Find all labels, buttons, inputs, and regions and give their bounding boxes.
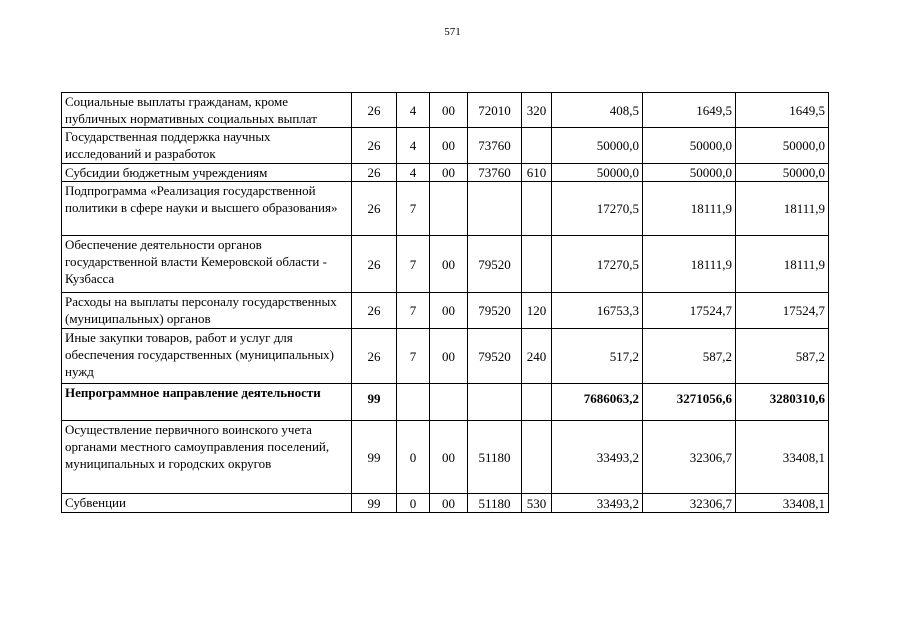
code-2: 7 bbox=[397, 236, 430, 293]
code-1: 26 bbox=[352, 128, 397, 164]
code-4 bbox=[468, 384, 522, 421]
value-1: 16753,3 bbox=[552, 293, 643, 329]
row-name: Подпрограмма «Реализация государственной политики в сфере науки и высшего образования» bbox=[62, 182, 352, 236]
code-1: 99 bbox=[352, 494, 397, 513]
code-4: 51180 bbox=[468, 494, 522, 513]
code-3 bbox=[430, 182, 468, 236]
code-5: 240 bbox=[522, 329, 552, 384]
table-row bbox=[62, 164, 829, 182]
code-1: 26 bbox=[352, 236, 397, 293]
code-3: 00 bbox=[430, 236, 468, 293]
code-5 bbox=[522, 384, 552, 421]
value-3: 17524,7 bbox=[736, 293, 829, 329]
code-5 bbox=[522, 421, 552, 494]
value-2: 32306,7 bbox=[643, 421, 736, 494]
code-4: 79520 bbox=[468, 293, 522, 329]
code-4: 79520 bbox=[468, 329, 522, 384]
code-2: 7 bbox=[397, 293, 430, 329]
value-3: 50000,0 bbox=[736, 128, 829, 164]
table-row bbox=[62, 182, 829, 236]
value-3: 50000,0 bbox=[736, 164, 829, 182]
code-2: 4 bbox=[397, 93, 430, 128]
code-1: 26 bbox=[352, 164, 397, 182]
code-3: 00 bbox=[430, 128, 468, 164]
value-2: 50000,0 bbox=[643, 128, 736, 164]
value-2: 18111,9 bbox=[643, 236, 736, 293]
value-2: 18111,9 bbox=[643, 182, 736, 236]
code-5: 610 bbox=[522, 164, 552, 182]
code-2: 7 bbox=[397, 182, 430, 236]
row-name: Социальные выплаты гражданам, кроме публичных нормативных социальных выплат bbox=[62, 93, 352, 128]
value-2: 17524,7 bbox=[643, 293, 736, 329]
value-1: 408,5 bbox=[552, 93, 643, 128]
code-4: 73760 bbox=[468, 164, 522, 182]
code-1: 26 bbox=[352, 329, 397, 384]
code-1: 26 bbox=[352, 293, 397, 329]
code-3: 00 bbox=[430, 494, 468, 513]
value-1: 33493,2 bbox=[552, 421, 643, 494]
budget-table bbox=[61, 92, 829, 513]
table-row bbox=[62, 293, 829, 329]
value-2: 50000,0 bbox=[643, 164, 736, 182]
value-2: 587,2 bbox=[643, 329, 736, 384]
code-5: 120 bbox=[522, 293, 552, 329]
value-1: 17270,5 bbox=[552, 236, 643, 293]
code-1: 99 bbox=[352, 384, 397, 421]
row-name: Обеспечение деятельности органов государственной власти Кемеровской области - Кузбасса bbox=[62, 236, 352, 293]
value-3: 1649,5 bbox=[736, 93, 829, 128]
code-4 bbox=[468, 182, 522, 236]
value-3: 33408,1 bbox=[736, 421, 829, 494]
value-1: 50000,0 bbox=[552, 164, 643, 182]
code-4: 51180 bbox=[468, 421, 522, 494]
code-5 bbox=[522, 236, 552, 293]
row-name: Осуществление первичного воинского учета органами местного самоуправления поселений, муниципальных и городских округов bbox=[62, 421, 352, 494]
code-2: 7 bbox=[397, 329, 430, 384]
code-5 bbox=[522, 128, 552, 164]
value-2: 32306,7 bbox=[643, 494, 736, 513]
table-row bbox=[62, 421, 829, 494]
code-5: 530 bbox=[522, 494, 552, 513]
row-name: Государственная поддержка научных исследований и разработок bbox=[62, 128, 352, 164]
value-1: 17270,5 bbox=[552, 182, 643, 236]
code-1: 99 bbox=[352, 421, 397, 494]
table-row bbox=[62, 494, 829, 513]
value-3: 33408,1 bbox=[736, 494, 829, 513]
row-name: Расходы на выплаты персоналу государственных (муниципальных) органов bbox=[62, 293, 352, 329]
code-3: 00 bbox=[430, 164, 468, 182]
code-3: 00 bbox=[430, 293, 468, 329]
code-5 bbox=[522, 182, 552, 236]
table-row bbox=[62, 93, 829, 128]
row-name: Иные закупки товаров, работ и услуг для обеспечения государственных (муниципальных) нужд bbox=[62, 329, 352, 384]
code-3: 00 bbox=[430, 421, 468, 494]
code-4: 79520 bbox=[468, 236, 522, 293]
code-2: 4 bbox=[397, 164, 430, 182]
value-1: 33493,2 bbox=[552, 494, 643, 513]
code-1: 26 bbox=[352, 182, 397, 236]
code-2: 0 bbox=[397, 421, 430, 494]
code-2 bbox=[397, 384, 430, 421]
table-row bbox=[62, 236, 829, 293]
code-5: 320 bbox=[522, 93, 552, 128]
code-4: 72010 bbox=[468, 93, 522, 128]
value-1: 517,2 bbox=[552, 329, 643, 384]
row-name: Непрограммное направление деятельности bbox=[62, 384, 352, 421]
code-2: 0 bbox=[397, 494, 430, 513]
value-1: 7686063,2 bbox=[552, 384, 643, 421]
table-row bbox=[62, 128, 829, 164]
code-3 bbox=[430, 384, 468, 421]
code-1: 26 bbox=[352, 93, 397, 128]
value-2: 1649,5 bbox=[643, 93, 736, 128]
page-number: 571 bbox=[444, 26, 461, 38]
value-3: 3280310,6 bbox=[736, 384, 829, 421]
value-3: 587,2 bbox=[736, 329, 829, 384]
value-3: 18111,9 bbox=[736, 182, 829, 236]
code-4: 73760 bbox=[468, 128, 522, 164]
code-3: 00 bbox=[430, 329, 468, 384]
row-name: Субсидии бюджетным учреждениям bbox=[62, 164, 352, 182]
value-1: 50000,0 bbox=[552, 128, 643, 164]
code-3: 00 bbox=[430, 93, 468, 128]
value-3: 18111,9 bbox=[736, 236, 829, 293]
value-2: 3271056,6 bbox=[643, 384, 736, 421]
table-row bbox=[62, 384, 829, 421]
row-name: Субвенции bbox=[62, 494, 352, 513]
table-row bbox=[62, 329, 829, 384]
code-2: 4 bbox=[397, 128, 430, 164]
